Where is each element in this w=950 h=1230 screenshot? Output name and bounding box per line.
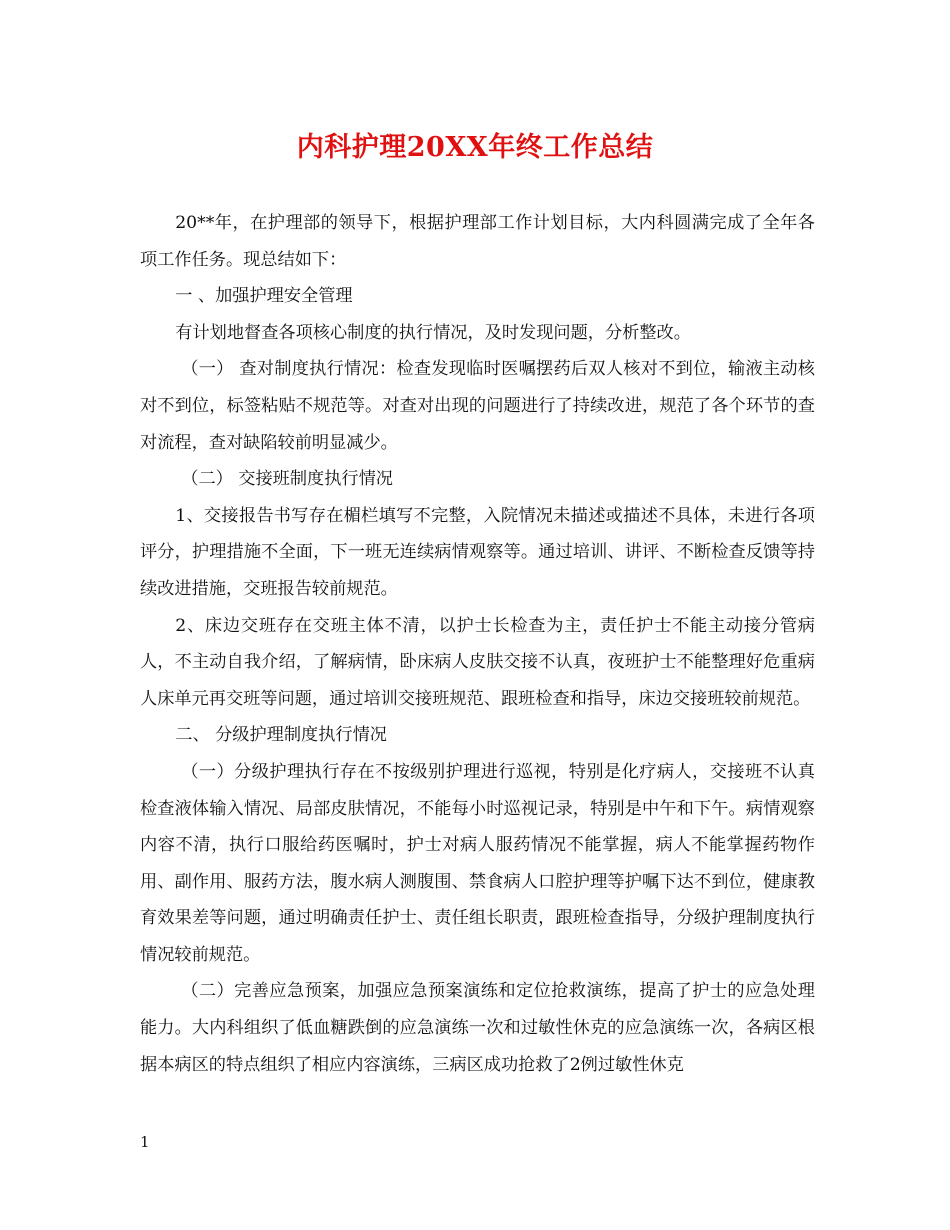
paragraph-intro: 20**年，在护理部的领导下，根据护理部工作计划目标，大内科圆满完成了全年各项工作任务。现总结如下： [140,213,815,270]
paragraph-subsection-1-1: （一） 查对制度执行情况：检查发现临时医嘱摆药后双人核对不到位，输液主动核对不到位，标签粘贴不规范等。对查对出现的问题进行了持续改进，规范了各个环节的查对流程，查对缺陷较前明显减少。 [140,359,815,453]
page-number: 1 [140,1133,150,1151]
paragraph-item-2: 2、床边交班存在交班主体不清，以护士长检查为主，责任护士不能主动接分管病人，不主动自我介绍，了解病情，卧床病人皮肤交接不认真，夜班护士不能整理好危重病人床单元再交班等问题，通过培训交接班规范、跟班检查和指导，床边交接班较前规范。 [140,615,815,709]
section-heading-2: 二、 分级护理制度执行情况 [175,725,387,746]
paragraph-subsection-2-1: （一）分级护理执行存在不按级别护理进行巡视，特别是化疗病人，交接班不认真检查液体输入情况、局部皮肤情况，不能每小时巡视记录，特别是中午和下午。病情观察内容不清，执行口服给药医嘱时，护士对病人服药情况不能掌握，病人不能掌握药物作用、副作用、服药方法，腹水病人测腹围、禁食病人口腔护理等护嘱下达不到位，健康教育效果差等问题，通过明确责任护士、责任组长职责，跟班检查指导，分级护理制度执行情况较前规范。 [140,761,815,965]
document-body [140,205,815,1083]
document-title: 内科护理20XX年终工作总结 [296,132,654,163]
paragraph-subsection-2-2: （二）完善应急预案，加强应急预案演练和定位抢救演练，提高了护士的应急处理能力。大内科组织了低血糖跌倒的应急演练一次和过敏性休克的应急演练一次，各病区根据本病区的特点组织了相应内容演练，三病区成功抢救了2例过敏性休克 [140,981,815,1075]
paragraph-item-1: 1、交接报告书写存在楣栏填写不完整，入院情况未描述或描述不具体，未进行各项评分，护理措施不全面，下一班无连续病情观察等。通过培训、讲评、不断检查反馈等持续改进措施，交班报告较前规范。 [140,505,815,599]
subsection-heading-1-2: （二） 交接班制度执行情况 [181,469,393,490]
section-heading-1: 一 、加强护理安全管理 [175,286,353,307]
paragraph: 有计划地督查各项核心制度的执行情况，及时发现问题，分析整改。 [175,322,691,343]
